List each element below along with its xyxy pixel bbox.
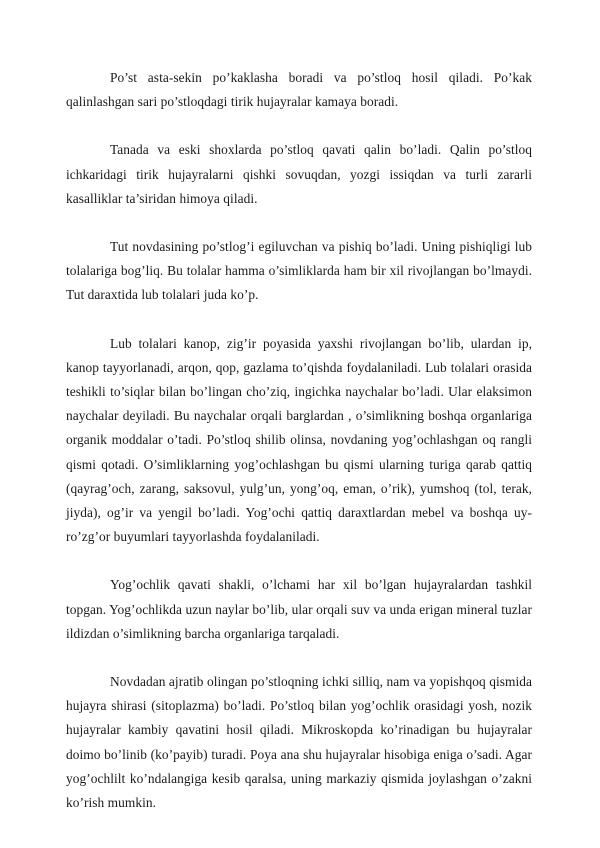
- paragraph: Po’st asta-sekin po’kaklasha boradi va po’stloq hosil qiladi. Po’kak qalinlashgan sari po’stloqdagi tirik hujayralar kamaya boradi.: [66, 70, 532, 110]
- paragraph: Tanada va eski shoxlarda po’stloq qavati qalin bo’ladi. Qalin po’stloq ichkaridagi tirik hujayralarni qishki sovuqdan, yozgi issiqdan va turli zararli kasalliklar ta’siridan himoya qiladi.: [66, 142, 532, 206]
- paragraph: Tut novdasining po’stlog’i egiluvchan va pishiq bo’ladi. Uning pishiqligi lub tolalariga bog’liq. Bu tolalar hamma o’simliklarda ham bir xil rivojlangan bo’lmaydi. Tut daraxtida lub tolalari juda ko’p.: [66, 239, 532, 303]
- paragraph: Lub tolalari kanop, zig’ir poyasida yaxshi rivojlangan bo’lib, ulardan ip, kanop tayyorlanadi, arqon, qop, gazlama to’qishda foydalaniladi. Lub tolalari orasida teshikli to’siqlar bilan bo’lingan cho’ziq, ingichka naychalar bo’ladi. Ular elaksimon naychalar deyiladi. Bu naychalar orqali barglardan , o’simlikning boshqa organlariga organik moddalar o’tadi. Po’stloq shilib olinsa, novdaning yog’ochlashgan oq rangli qismi qotadi. O’simliklarning yog’ochlashgan bu qismi ularning turiga qarab qattiq (qayrag’och, zarang, saksovul, yulg’un, yong’oq, eman, o’rik), yumshoq (tol, terak, jiyda), og’ir va yengil bo’ladi. Yog’ochi qattiq daraxtlardan mebel va boshqa uy-ro’zg’or buyumlari tayyorlashda foydalaniladi.: [66, 335, 532, 545]
- paragraph: Yog’ochlik qavati shakli, o’lchami har xil bo’lgan hujayralardan tashkil topgan. Yog’ochlikda uzun naylar bo’lib, ular orqali suv va unda erigan mineral tuzlar ildizdan o’simlikning barcha organlariga tarqaladi.: [66, 577, 532, 641]
- document-body: [66, 66, 532, 839]
- paragraph: Novdadan ajratib olingan po’stloqning ichki silliq, nam va yopishqoq qismida hujayra shirasi (sitoplazma) bo’ladi. Po’stloq bilan yog’ochlik orasidagi yosh, nozik hujayralar kambiy qavatini hosil qiladi. Mikroskopda ko’rinadigan bu hujayralar doimo bo’linib (ko’payib) turadi. Poya ana shu hujayralar hisobiga eniga o’sadi. Agar yog’ochlilt ko’ndalangiga kesib qaralsa, uning markaziy qismida joylashgan o’zakni ko’rish mumkin.: [66, 674, 532, 811]
